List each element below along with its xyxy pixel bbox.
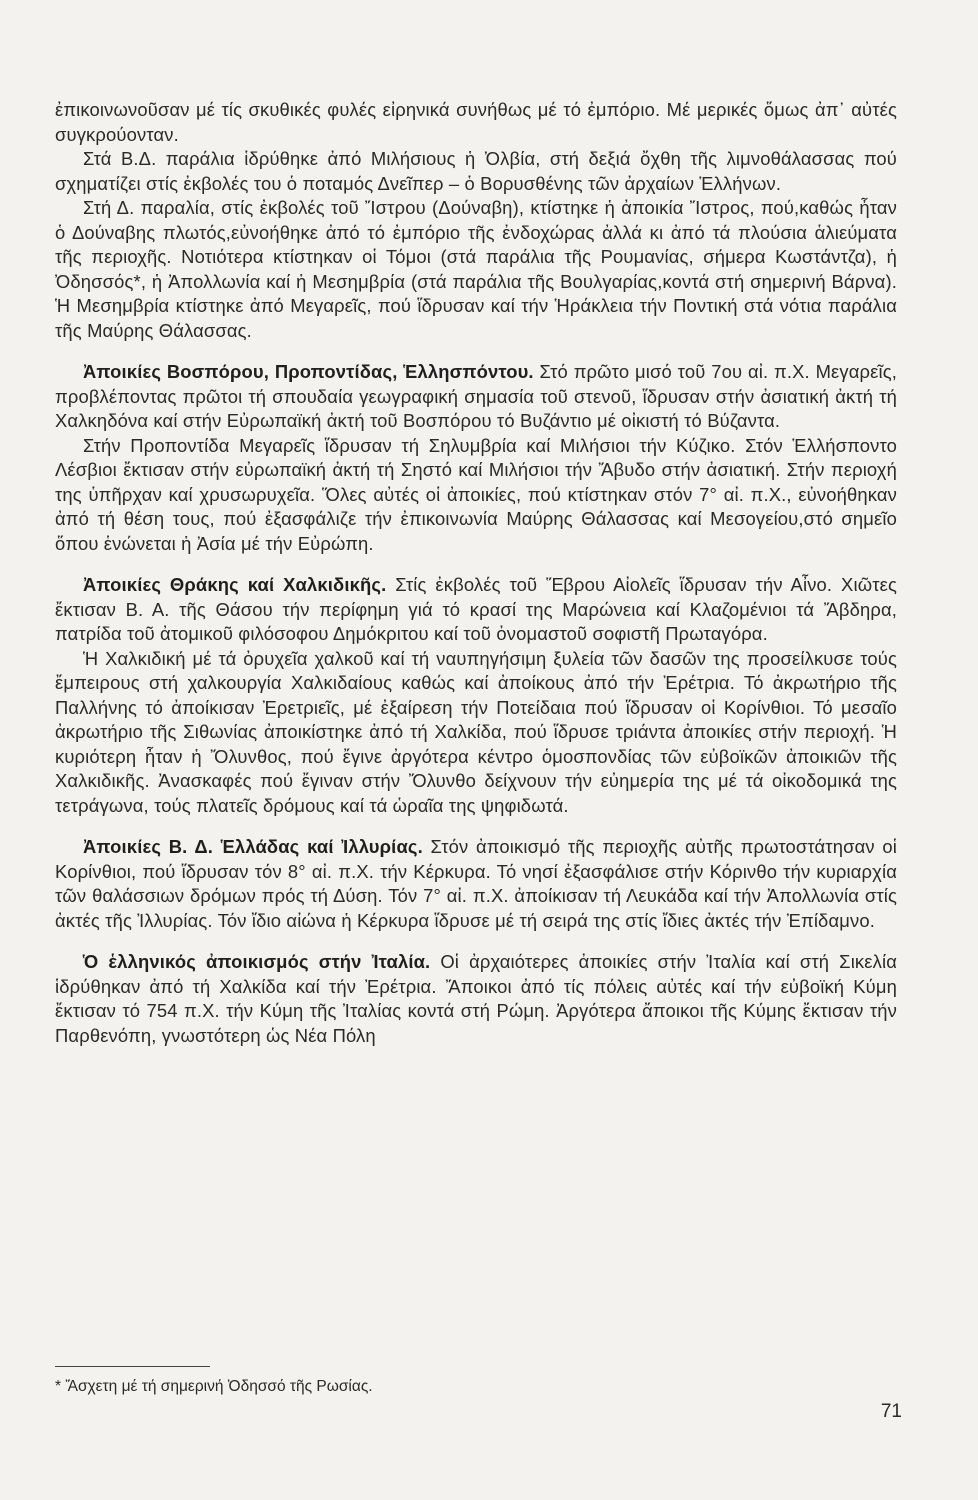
section-heading: Ἀποικίες Β. Δ. Ἑλλάδας καί Ἰλλυρίας. bbox=[83, 836, 423, 857]
paragraph: Στή Δ. παραλία, στίς ἐκβολές τοῦ Ἴστρου (Δούναβη), κτίστηκε ἡ ἀποικία Ἴστρος, πού,καθώς ἦταν ὁ Δούναβης πλωτός,εὐνοήθηκε ἀπό τό ἐμπόριο τῆς ἐνδοχώρας ἀλλά κι ἀπό τά πλούσια ἁλιεύματα τῆς περιοχῆς. Νοτιότερα κτίστηκαν οἱ Τόμοι (στά παράλια τῆς Ρουμανίας, σήμερα Κωστάντζα), ἡ Ὀδησσός*, ἡ Ἀπολλωνία καί ἡ Μεσημβρία (στά παράλια τῆς Βουλγαρίας,κοντά στή σημερινή Βάρνα). Ἡ Μεσημβρία κτίστηκε ἀπό Μεγαρεῖς, πού ἵδρυσαν καί τήν Ἡράκλεια τήν Ποντική στά νότια παράλια τῆς Μαύρης Θάλασσας. bbox=[55, 197, 897, 341]
paragraph: Ἀποικίες Θράκης καί Χαλκιδικῆς. Στίς ἐκβολές τοῦ Ἕβρου Αἰολεῖς ἵδρυσαν τήν Αἶνο. Χιῶτες ἔκτισαν Β. Α. τῆς Θάσου τήν περίφημη γιά τό κρασί της Μαρώνεια καί Κλαζομένιοι τά Ἄβδηρα, πατρίδα τοῦ ἀτομικοῦ φιλόσοφου Δημόκριτου καί τοῦ ὀνομαστοῦ σοφιστῆ Πρωταγόρα. bbox=[55, 574, 897, 644]
paragraph: Στά Β.Δ. παράλια ἱδρύθηκε ἀπό Μιλήσιους ἡ Ὀλβία, στή δεξιά ὄχθη τῆς λιμνοθάλασσας πού σχηματίζει στίς ἐκβολές του ὁ ποταμός Δνεῖπερ – ὁ Βορυσθένης τῶν ἀρχαίων Ἑλλήνων. bbox=[55, 148, 897, 194]
paragraph: Ἀποικίες Β. Δ. Ἑλλάδας καί Ἰλλυρίας. Στόν ἀποικισμό τῆς περιοχῆς αὐτῆς πρωτοστάτησαν οἱ Κορίνθιοι, πού ἵδρυσαν τόν 8° αἰ. π.Χ. τήν Κέρκυρα. Τό νησί ἐξασφάλισε στήν Κόρινθο τήν κυριαρχία τῶν θαλάσσιων δρόμων πρός τή Δύση. Τόν 7° αἰ. π.Χ. ἀποίκισαν τή Λευκάδα καί τήν Ἀπολλωνία στίς ἀκτές τῆς Ἰλλυρίας. Τόν ἴδιο αἰώνα ἡ Κέρκυρα ἵδρυσε μέ τή σειρά της στίς ἴδιες ἀκτές τήν Ἐπίδαμνο. bbox=[55, 836, 898, 931]
page-number: 71 bbox=[880, 1401, 902, 1422]
page-body bbox=[55, 98, 897, 1048]
section-heading: Ἀποικίες Βοσπόρου, Προποντίδας, Ἑλλησπόντου. bbox=[83, 361, 534, 382]
paragraph: Ἡ Χαλκιδική μέ τά ὀρυχεῖα χαλκοῦ καί τή ναυπηγήσιμη ξυλεία τῶν δασῶν της προσείλκυσε τούς ἔμπειρους στή χαλκουργία Χαλκιδαίους καθώς καί ἀποίκους ἀπό τήν Ἐρέτρια. Τό ἀκρωτήριο τῆς Παλλήνης τό ἀποίκισαν Ἐρετριεῖς, μέ ἐξαίρεση τήν Ποτείδαια πού ἵδρυσαν οἱ Κορίνθιοι. Τό μεσαῖο ἀκρωτήριο τῆς Σιθωνίας ἀποικίστηκε ἀπό τή Χαλκίδα, πού ἵδρυσε τριάντα ἀποικίες στήν περιοχή. Ἡ κυριότερη ἦταν ἡ Ὄλυνθος, πού ἔγινε ἀργότερα κέντρο ὁμοσπονδίας τῶν εὐβοϊκῶν ἀποικιῶν τῆς Χαλκιδικῆς. Ἀνασκαφές πού ἔγιναν στήν Ὄλυνθο δείχνουν τήν εὐημερία της μέ τά οἰκοδομικά της τετράγωνα, τούς πλατεῖς δρόμους καί τά ὡραῖα της ψηφιδωτά. bbox=[55, 647, 897, 816]
paragraph: Ὁ ἑλληνικός ἀποικισμός στήν Ἰταλία. Οἱ ἀρχαιότερες ἀποικίες στήν Ἰταλία καί στή Σικελία ἱδρύθηκαν ἀπό τή Χαλκίδα καί τήν Ἐρέτρια. Ἄποικοι ἀπό τίς πόλεις αὐτές καί τήν εὐβοϊκή Κύμη ἔκτισαν τό 754 π.Χ. τήν Κύμη τῆς Ἰταλίας κοντά στή Ρώμη. Ἀργότερα ἄποικοι τῆς Κύμης ἔκτισαν τήν Παρθενόπη, γνωστότερη ὡς Νέα Πόλη bbox=[55, 951, 897, 1046]
paragraph: ἐπικοινωνοῦσαν μέ τίς σκυθικές φυλές εἰρηνικά συνήθως μέ τό ἐμπόριο. Μέ μερικές ὅμως ἀπ᾽ αὐτές συγκρούονταν. bbox=[55, 99, 897, 145]
section-heading: Ἀποικίες Θράκης καί Χαλκιδικῆς. bbox=[83, 574, 387, 595]
footnote-rule bbox=[55, 1366, 210, 1367]
section-heading: Ὁ ἑλληνικός ἀποικισμός στήν Ἰταλία. bbox=[83, 951, 431, 972]
footnote: * Ἄσχετη μέ τή σημερινή Ὀδησσό τῆς Ρωσίας. bbox=[55, 1378, 373, 1395]
paragraph: Στήν Προποντίδα Μεγαρεῖς ἵδρυσαν τή Σηλυμβρία καί Μιλήσιοι τήν Κύζικο. Στόν Ἑλλήσποντο Λέσβιοι ἔκτισαν στήν εὐρωπαϊκή ἀκτή τή Σηστό καί Μιλήσιοι τήν Ἄβυδο στήν ἀσιατική. Στήν περιοχή της ὑπῆρχαν καί χρυσωρυχεῖα. Ὅλες αὐτές οἱ ἀποικίες, πού κτίστηκαν στόν 7° αἰ. π.Χ., εὐνοήθηκαν ἀπό τή θέση τους, πού ἐξασφάλιζε τήν ἐπικοινωνία Μαύρης Θάλασσας καί Μεσογείου,στό σημεῖο ὅπου ἑνώνεται ἡ Ἀσία μέ τήν Εὐρώπη. bbox=[55, 434, 897, 554]
paragraph: Ἀποικίες Βοσπόρου, Προποντίδας, Ἑλλησπόντου. Στό πρῶτο μισό τοῦ 7ου αἰ. π.Χ. Μεγαρεῖς, προβλέποντας πρῶτοι τή σπουδαία γεωγραφική σημασία τοῦ στενοῦ, ἵδρυσαν στήν ἀσιατική ἀκτή τή Χαλκηδόνα καί στήν Εὐρωπαϊκή ἀκτή τοῦ Βοσπόρου τό Βυζάντιο μέ οἰκιστή τό Βύζαντα. bbox=[55, 361, 898, 431]
